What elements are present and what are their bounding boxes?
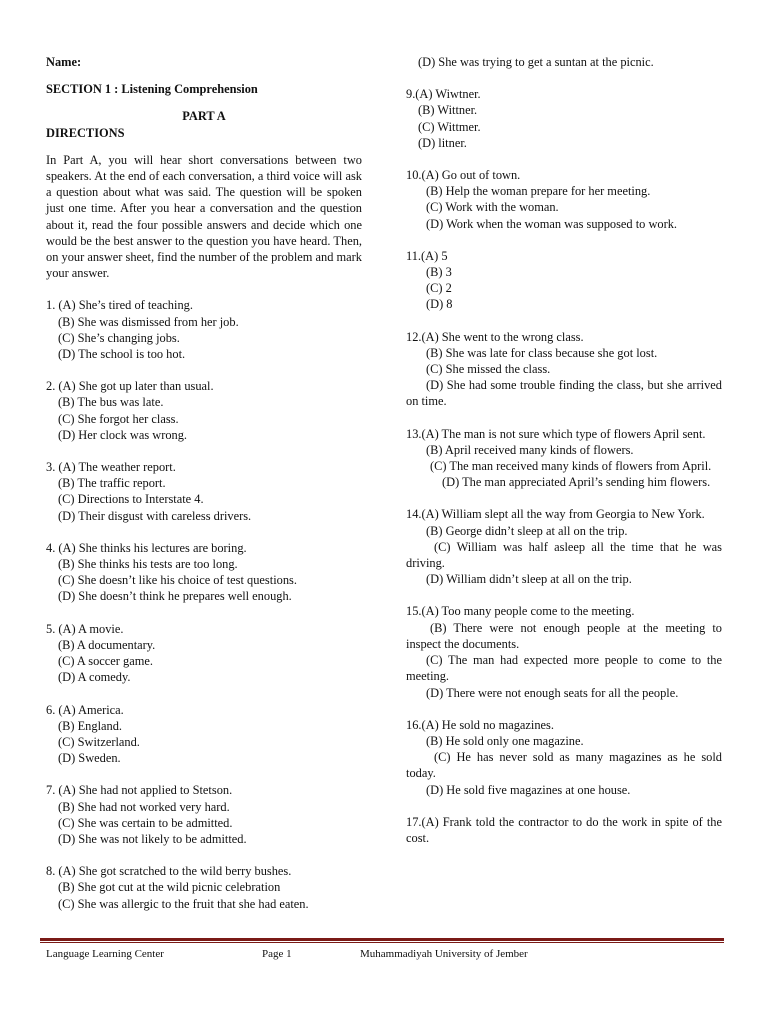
option-line: (D) There were not enough seats for all the people. [426, 685, 679, 700]
option-line: (C) The man received many kinds of flowers from April. [430, 459, 712, 474]
option-line: 17.(A) Frank told the contractor to do the work in spite of the cost. [406, 814, 722, 845]
option-line: (D) Their disgust with careless drivers. [58, 508, 252, 523]
question-8 [46, 863, 362, 912]
option-line: (C) A soccer game. [58, 654, 153, 669]
question-4 [46, 540, 362, 605]
option-line: (D) A comedy. [58, 670, 131, 685]
option-line: (B) She thinks his tests are too long. [58, 557, 238, 572]
left-column [46, 54, 362, 912]
option-line: (C) She’s changing jobs. [58, 330, 180, 345]
option-line: (B) Wittner. [418, 103, 478, 118]
directions-text: In Part A, you will hear short conversations between two speakers. At the end of each conversation, a third voice will ask a question about what was said. The question will be spoken just one time. After you hear a conversation and the question about it, read the four possible answers and decide which one would be the best answer to the question you have heard. Then, on your answer sheet, find the number of the problem and mark your answer. [46, 152, 362, 281]
question-5 [46, 621, 362, 686]
option-line: (C) 2 [426, 281, 452, 296]
question-16 [406, 717, 722, 798]
question-10 [406, 167, 722, 232]
option-line: (B) George didn’t sleep at all on the trip. [426, 523, 628, 538]
option-line: (D) She was not likely to be admitted. [58, 831, 247, 846]
option-line: (C) She doesn’t like his choice of test questions. [58, 573, 297, 588]
option-line: 15.(A) Too many people come to the meeting. [406, 604, 635, 619]
footer-rule-thin [40, 942, 724, 943]
option-line: (C) The man had expected more people to come to the meeting. [406, 653, 722, 684]
question-2 [46, 378, 362, 443]
option-line: (B) A documentary. [58, 637, 156, 652]
question-6 [46, 702, 362, 767]
option-line: (B) There were not enough people at the meeting to inspect the documents. [406, 620, 722, 651]
option-line: (C) She forgot her class. [58, 411, 179, 426]
option-line: 6. (A) America. [46, 702, 124, 717]
option-line: (D) She doesn’t think he prepares well enough. [58, 589, 292, 604]
option-line: (D) She had some trouble finding the class, but she arrived on time. [406, 378, 722, 409]
option-line: (C) He has never sold as many magazines as he sold today. [406, 750, 722, 781]
question-9 [406, 86, 722, 151]
footer-left: Language Learning Center [46, 948, 164, 960]
option-line: 2. (A) She got up later than usual. [46, 379, 214, 394]
question-1 [46, 297, 362, 362]
option-line: (B) April received many kinds of flowers. [426, 442, 634, 457]
option-line: 10.(A) Go out of town. [406, 168, 521, 183]
option-line: (B) The traffic report. [58, 476, 166, 491]
footer-right: Muhammadiyah University of Jember [360, 948, 528, 960]
option-line: (B) She got cut at the wild picnic celebration [58, 880, 281, 895]
option-line: (B) She was late for class because she got lost. [426, 345, 658, 360]
option-line: (B) Help the woman prepare for her meeting. [426, 184, 651, 199]
page-number: Page 1 [262, 948, 292, 960]
footer-rule [40, 938, 724, 941]
option-line: (D) The man appreciated April’s sending him flowers. [442, 475, 711, 490]
option-line: 16.(A) He sold no magazines. [406, 717, 554, 732]
option-line: (B) The bus was late. [58, 395, 164, 410]
option-line: (B) She had not worked very hard. [58, 799, 230, 814]
option-line: (C) She was certain to be admitted. [58, 815, 233, 830]
option-line: 11.(A) 5 [406, 248, 448, 263]
part-title: PART A [182, 109, 226, 124]
option-line: 3. (A) The weather report. [46, 460, 176, 475]
option-line: (D) litner. [418, 135, 467, 150]
option-line: 9.(A) Wiwtner. [406, 87, 481, 102]
option-line: (B) England. [58, 718, 123, 733]
option-line: (D) Her clock was wrong. [58, 427, 188, 442]
directions-title: DIRECTIONS [46, 125, 125, 140]
name-label: Name: [46, 55, 82, 69]
option-line: (B) She was dismissed from her job. [58, 314, 239, 329]
option-line: (D) The school is too hot. [58, 347, 186, 362]
option-line: (D) He sold five magazines at one house. [426, 782, 631, 797]
option-line: 4. (A) She thinks his lectures are boring. [46, 540, 247, 555]
question-7 [46, 782, 362, 847]
question-12 [406, 329, 722, 410]
option-line: (D) William didn’t sleep at all on the trip. [426, 572, 632, 587]
question-3 [46, 459, 362, 524]
option-line: (B) 3 [426, 265, 452, 280]
option-line: 5. (A) A movie. [46, 621, 124, 636]
option-line: (C) Switzerland. [58, 734, 140, 749]
question-11 [406, 248, 722, 313]
option-line: 13.(A) The man is not sure which type of flowers April sent. [406, 426, 706, 441]
question-17 [406, 814, 722, 846]
option-line: 8. (A) She got scratched to the wild berry bushes. [46, 864, 292, 879]
option-line: 7. (A) She had not applied to Stetson. [46, 783, 233, 798]
option-line: 12.(A) She went to the wrong class. [406, 329, 584, 344]
option-line: (C) She missed the class. [426, 362, 551, 377]
option-line: (C) Work with the woman. [426, 200, 559, 215]
option-line: (C) Directions to Interstate 4. [58, 492, 204, 507]
option-line: (C) She was allergic to the fruit that she had eaten. [58, 896, 309, 911]
option-line: 1. (A) She’s tired of teaching. [46, 298, 193, 313]
option-line: 14.(A) William slept all the way from Georgia to New York. [406, 507, 705, 522]
option-line: (C) Wittmer. [418, 119, 481, 134]
option-line: (D) She was trying to get a suntan at the picnic. [418, 55, 654, 69]
option-line: (D) Work when the woman was supposed to work. [426, 216, 678, 231]
question-15 [406, 603, 722, 700]
option-line: (D) 8 [426, 297, 453, 312]
option-line: (C) William was half asleep all the time that he was driving. [406, 539, 722, 571]
question-13 [406, 426, 722, 491]
question-14 [406, 506, 722, 587]
option-line: (B) He sold only one magazine. [426, 733, 584, 748]
right-column [406, 54, 722, 846]
section-title: SECTION 1 : Listening Comprehension [46, 82, 258, 97]
option-line: (D) Sweden. [58, 751, 121, 766]
